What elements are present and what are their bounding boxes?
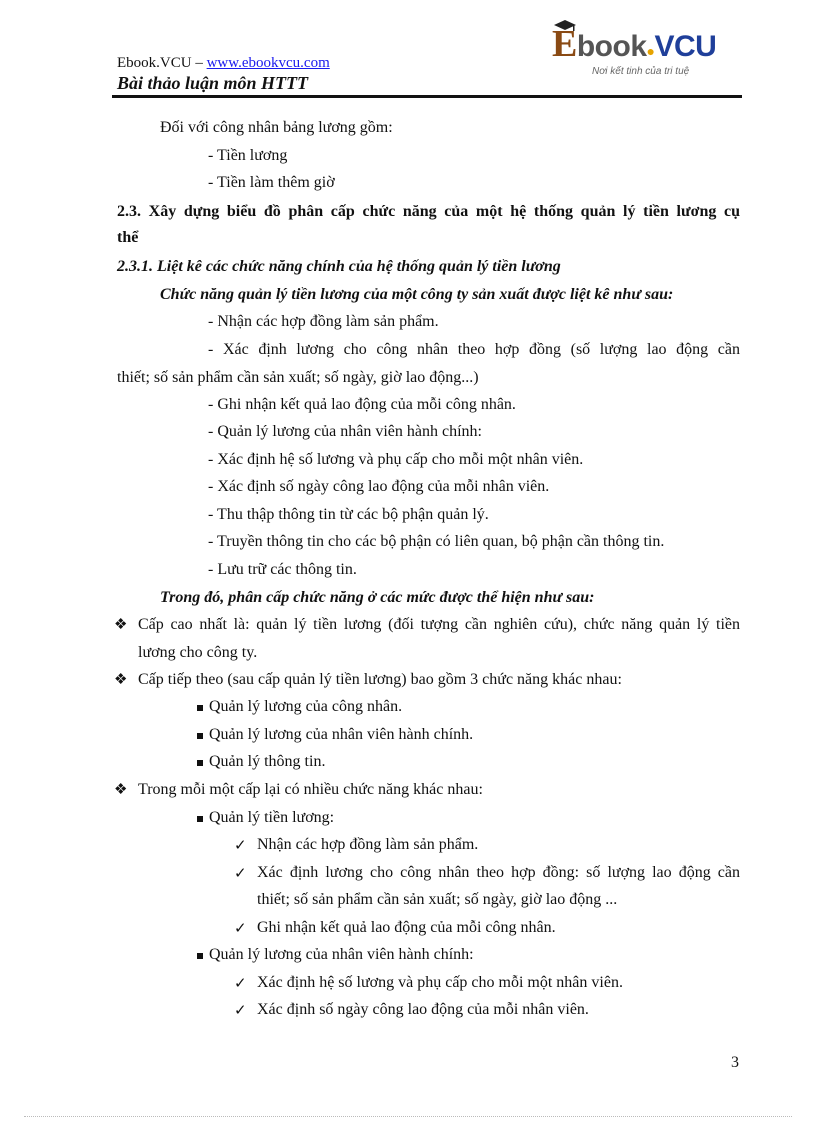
list-item: - Ghi nhận kết quả lao động của mỗi công nhân.	[208, 396, 516, 413]
list-item: - Tiền làm thêm giờ	[208, 174, 335, 191]
header-divider	[112, 95, 742, 98]
check-item-text: Xác định lương cho công nhân theo hợp đồng: số lượng lao động cần	[257, 864, 740, 881]
check-item-text: Ghi nhận kết quả lao động của mỗi công nhân.	[257, 919, 556, 936]
diamond-bullet-icon: ❖	[114, 672, 128, 688]
square-bullet-icon	[197, 945, 203, 965]
bullet-text: Cấp tiếp theo (sau cấp quản lý tiền lương) bao gồm 3 chức năng khác nhau:	[138, 671, 622, 688]
paragraph: Đối với công nhân bảng lương gồm:	[160, 119, 393, 136]
sub-bullet-text: Quản lý tiền lương:	[209, 809, 335, 826]
list-item: - Thu thập thông tin từ các bộ phận quản lý.	[208, 506, 489, 523]
diamond-bullet-icon: ❖	[114, 782, 128, 798]
check-bullet-icon: ✓	[234, 836, 247, 854]
page-number: 3	[731, 1054, 739, 1071]
section-heading: 2.3. Xây dựng biểu đồ phân cấp chức năng của một hệ thống quản lý tiền lương cụ	[117, 203, 740, 220]
check-item-text: Xác định số ngày công lao động của mỗi nhân viên.	[257, 1001, 589, 1018]
square-bullet-icon	[197, 752, 203, 772]
header-title: Bài thảo luận môn HTTT	[117, 73, 309, 93]
diamond-bullet-icon: ❖	[114, 617, 128, 633]
bullet-text: Cấp cao nhất là: quản lý tiền lương (đối tượng cần nghiên cứu), chức năng quản lý tiền	[138, 616, 740, 633]
list-item: - Nhận các hợp đồng làm sản phẩm.	[208, 313, 439, 330]
list-item-cont: thiết; số sản phẩm cần sản xuất; số ngày, giờ lao động...)	[117, 369, 479, 386]
check-bullet-icon: ✓	[234, 919, 247, 937]
check-item-text: Nhận các hợp đồng làm sản phẩm.	[257, 836, 479, 853]
list-item: - Xác định số ngày công lao động của mỗi nhân viên.	[208, 478, 550, 495]
square-bullet-icon	[197, 808, 203, 828]
sub-bullet-text: Quản lý thông tin.	[209, 753, 326, 770]
header-site	[117, 55, 330, 72]
header-site-prefix: Ebook.VCU –	[117, 55, 207, 71]
list-item: - Xác định lương cho công nhân theo hợp đồng (số lượng lao động cần	[208, 341, 740, 358]
header-site-link[interactable]: www.ebookvcu.com	[206, 55, 330, 71]
subsection-heading: 2.3.1. Liệt kê các chức năng chính của hệ thống quản lý tiền lương	[117, 258, 561, 275]
list-item: - Tiền lương	[208, 147, 288, 164]
ebookvcu-logo	[552, 20, 717, 86]
sub-bullet-text: Quản lý lương của công nhân.	[209, 698, 403, 715]
check-bullet-icon: ✓	[234, 1001, 247, 1019]
logo-wordmark: Ebook●VCU	[552, 23, 717, 65]
logo-slogan: Nơi kết tinh của tri tuệ	[592, 66, 690, 77]
check-item-text: Xác định hệ số lương và phụ cấp cho mỗi một nhân viên.	[257, 974, 623, 991]
square-bullet-icon	[197, 697, 203, 717]
section-heading-cont: thể	[117, 229, 139, 246]
subheading: Chức năng quản lý tiền lương của một công ty sản xuất được liệt kê như sau:	[160, 286, 674, 303]
list-item: - Xác định hệ số lương và phụ cấp cho mỗi một nhân viên.	[208, 451, 584, 468]
footer-divider	[24, 1116, 792, 1117]
list-item: - Quản lý lương của nhân viên hành chính:	[208, 423, 482, 440]
square-bullet-icon	[197, 725, 203, 745]
list-item: - Lưu trữ các thông tin.	[208, 561, 357, 578]
check-bullet-icon: ✓	[234, 974, 247, 992]
sub-bullet-text: Quản lý lương của nhân viên hành chính.	[209, 726, 474, 743]
bullet-text-cont: lương cho công ty.	[138, 644, 258, 661]
sub-bullet-text: Quản lý lương của nhân viên hành chính:	[209, 946, 474, 963]
bullet-text: Trong mỗi một cấp lại có nhiều chức năng khác nhau:	[138, 781, 483, 798]
list-item: - Truyền thông tin cho các bộ phận có liên quan, bộ phận cần thông tin.	[208, 533, 665, 550]
subheading: Trong đó, phân cấp chức năng ở các mức được thể hiện như sau:	[160, 589, 595, 606]
check-item-text-cont: thiết; số sản phẩm cần sản xuất; số ngày, giờ lao động ...	[257, 891, 618, 908]
check-bullet-icon: ✓	[234, 864, 247, 882]
